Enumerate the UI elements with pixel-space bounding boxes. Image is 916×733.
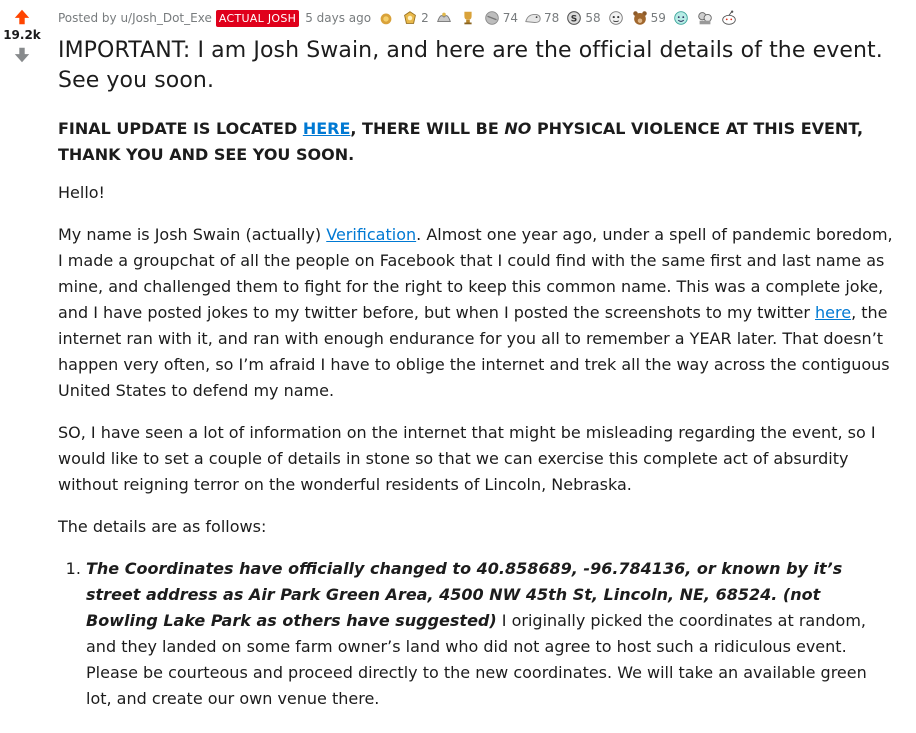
details-heading: The details are as follows: [58, 517, 267, 536]
vote-score: 19.2k [3, 28, 41, 42]
teal-face-award-icon [672, 9, 690, 27]
final-update-link[interactable]: HERE [302, 119, 351, 138]
hands-award-icon [435, 9, 453, 27]
seal-award-icon [524, 9, 542, 27]
svg-text:S: S [571, 14, 578, 25]
twitter-link[interactable]: here [815, 303, 852, 322]
duo-award-icon [696, 9, 714, 27]
list-item: 1. The Coordinates have officially changed to 40.858689, -96.784136, or known by it’s street address as Air Park Green Area, 4500 NW 45th St, Lincoln, NE, 68524. (not Bowling Lake Park as others have suggested) I originally picked the coordinates at random, and they landed on some farm owner’s land who did not agree to host such a ridiculous event. Please be courteous and proceed directly to the new coordinates. We will take an available green lot, and create our own venue there. [86, 556, 894, 712]
vote-column [0, 8, 44, 64]
details-list [58, 556, 894, 712]
final-update-notice: FINAL UPDATE IS LOCATED HERE, THERE WILL BE NO PHYSICAL VIOLENCE AT THIS EVENT, THANK YOU AND SEE YOU SOON. [58, 119, 864, 164]
award-item[interactable] [696, 9, 714, 27]
award-item[interactable] [435, 9, 453, 27]
award-item[interactable]: 59 [631, 9, 666, 27]
award-item[interactable]: 74 [483, 9, 518, 27]
greeting-paragraph: Hello! [58, 183, 105, 202]
upvote-arrow-icon[interactable] [13, 8, 31, 26]
snoo-award-icon [720, 9, 738, 27]
award-item[interactable]: 78 [524, 9, 559, 27]
posted-by[interactable]: Posted by u/Josh_Dot_Exe [58, 11, 212, 25]
downvote-arrow-icon[interactable] [13, 46, 31, 64]
award-item[interactable]: S 58 [565, 9, 600, 27]
gold-award-icon [401, 9, 419, 27]
face-award-icon [607, 9, 625, 27]
post-body [58, 116, 894, 712]
award-item[interactable] [672, 9, 690, 27]
gold-award-icon [377, 9, 395, 27]
awards-bar[interactable] [377, 9, 744, 27]
intro-paragraph: My name is Josh Swain (actually) Verification. Almost one year ago, under a spell of pandemic boredom, I made a groupchat of all the people on Facebook that I could find with the same first and last name as mine, and challenged them to fight for the right to keep this common name. This was a complete joke, and I have posted jokes to my twitter before, but when I posted the screenshots to my twitter here, the internet ran with it, and ran with enough endurance for you all to remember a YEAR later. That doesn’t happen very often, so I’m afraid I have to oblige the internet and trek all the way across the contiguous United States to defend my name. [58, 225, 893, 400]
details-intro-paragraph: SO, I have seen a lot of information on the internet that might be misleading regarding the event, so I would like to set a couple of details in stone so that we can exercise this complete act of absurdity without reigning terror on the wonderful residents of Lincoln, Nebraska. [58, 423, 876, 494]
award-item[interactable] [377, 9, 395, 27]
post-title[interactable]: IMPORTANT: I am Josh Swain, and here are the official details of the event. See you soon. [58, 38, 883, 93]
award-item[interactable] [607, 9, 625, 27]
bear-award-icon [631, 9, 649, 27]
post [58, 6, 894, 712]
wholesome-award-icon [483, 9, 501, 27]
user-flair: ACTUAL JOSH [216, 10, 299, 27]
verification-link[interactable]: Verification [326, 225, 417, 244]
post-meta [58, 6, 894, 30]
post-time[interactable]: 5 days ago [305, 11, 372, 25]
snoo-coin-award-icon [565, 9, 583, 27]
award-item[interactable] [720, 9, 738, 27]
award-item[interactable] [459, 9, 477, 27]
award-item[interactable]: 2 [401, 9, 429, 27]
trophy-award-icon [459, 9, 477, 27]
